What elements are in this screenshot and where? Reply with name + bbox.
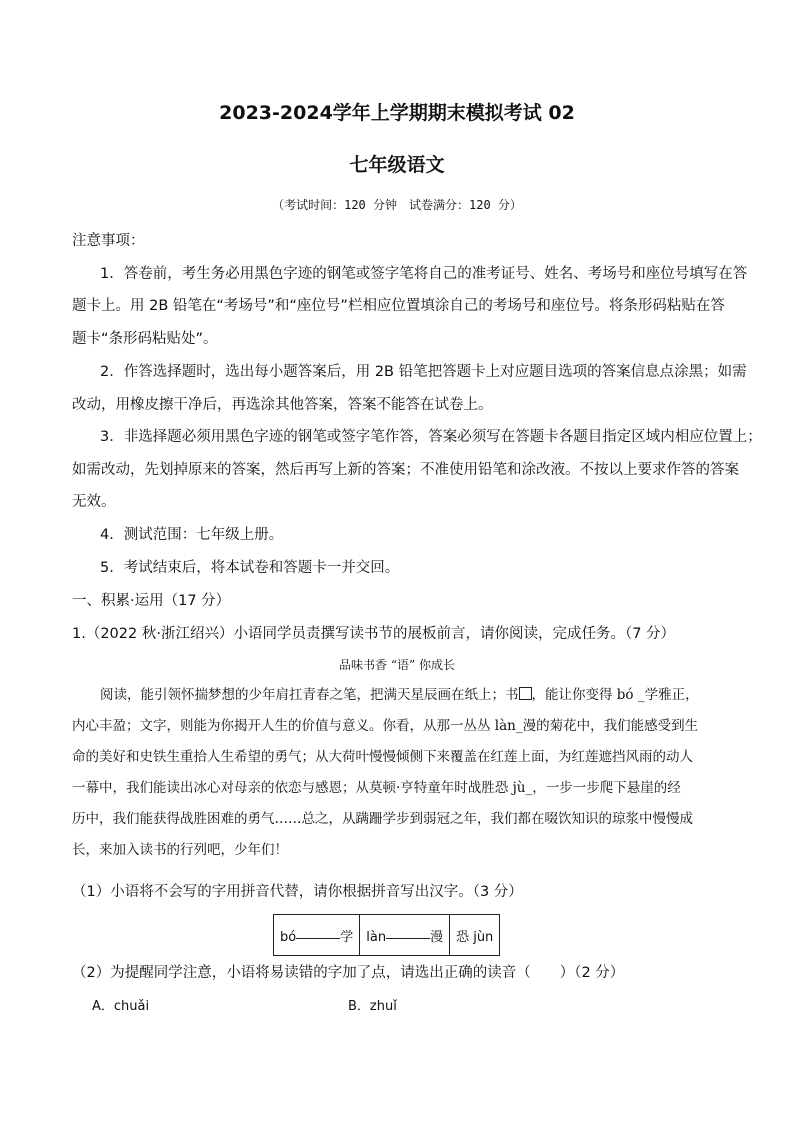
passage-line bbox=[100, 681, 699, 710]
notice-line: 2．作答选择题时，选出每小题答案后，用 2B 铅笔把答题卡上对应题目选项的答案信息点涂黑；如需 bbox=[100, 364, 747, 380]
passage-title: 品味书香 “语” 你成长 bbox=[339, 658, 455, 672]
notice-line: 如需改动，先划掉原来的答案，然后再写上新的答案；不准使用铅笔和涂改液。不按以上要求作答的答案 bbox=[72, 462, 739, 478]
notice-line: 改动，用橡皮擦干净后，再选涂其他答案，答案不能答在试卷上。 bbox=[72, 397, 493, 413]
passage-line: 一幕中，我们能读出冰心对母亲的依恋与感恩；从莫顿·亨特童年时战胜恐 jù_，一步一步爬下悬崖的经 bbox=[72, 780, 681, 796]
passage-segment: ，能让你变得 bó _学雅正， bbox=[531, 687, 699, 703]
question-1: 1.（2022 秋·浙江绍兴）小语同学员责撰写读书节的展板前言，请你阅读，完成任务。（7 分） bbox=[72, 626, 676, 642]
blank-box-icon bbox=[519, 687, 532, 700]
pinyin-cell[interactable] bbox=[450, 915, 500, 956]
passage-line: 命的美好和史铁生重拾人生希望的勇气；从大荷叶慢慢倾侧下来覆盖在红莲上面，为红莲遮挡风雨的动人 bbox=[72, 749, 693, 765]
option-b[interactable]: B．zhuǐ bbox=[348, 999, 397, 1014]
option-a[interactable]: A．chuǎi bbox=[92, 999, 150, 1014]
sub-question-2: （2）为提醒同学注意，小语将易读错的字加了点，请选出正确的读音（ ）（2 分） bbox=[72, 965, 625, 981]
passage-segment: 阅读，能引领怀揣梦想的少年肩扛青春之笔，把满天星辰画在纸上；书 bbox=[100, 687, 519, 703]
section-heading: 一、积累·运用（17 分） bbox=[72, 593, 231, 609]
exam-subtitle: 七年级语文 bbox=[349, 154, 445, 176]
notice-line: 题卡“条形码粘贴处”。 bbox=[72, 331, 218, 347]
sub-question-1: （1）小语将不会写的字用拼音代替，请你根据拼音写出汉字。（3 分） bbox=[72, 884, 523, 900]
passage-line: 内心丰盈；文字，则能为你揭开人生的价值与意义。你看，从那一丛丛 làn_漫的菊花中，我们能感受到生 bbox=[72, 718, 699, 734]
pinyin-table bbox=[273, 914, 500, 956]
notice-line: 3．非选择题必须用黑色字迹的钢笔或签字笔作答，答案必须写在答题卡各题目指定区域内相应位置上； bbox=[100, 429, 762, 445]
notice-line: 1．答卷前，考生务必用黑色字迹的钢笔或签字笔将自己的准考证号、姓名、考场号和座位号填写在答 bbox=[100, 266, 748, 282]
pinyin-cell[interactable] bbox=[360, 915, 450, 956]
answer-blank[interactable] bbox=[386, 937, 430, 939]
notice-line: 4．测试范围：七年级上册。 bbox=[100, 527, 284, 543]
pinyin-text: bó bbox=[280, 929, 297, 945]
notice-heading: 注意事项： bbox=[72, 233, 145, 249]
notice-line: 题卡上。用 2B 铅笔在“考场号”和“座位号”栏相应位置填涂自己的考场号和座位号。将条形码粘贴在答 bbox=[72, 298, 725, 314]
pinyin-text: làn bbox=[366, 929, 387, 945]
notice-line: 无效。 bbox=[72, 494, 116, 510]
exam-title: 2023-2024学年上学期期末模拟考试 02 bbox=[219, 102, 575, 124]
passage-line: 长，来加入读书的行列吧，少年们！ bbox=[72, 842, 288, 858]
answer-blank[interactable] bbox=[296, 937, 340, 939]
cell-char: 漫 bbox=[430, 929, 444, 945]
passage-line: 历中，我们能获得战胜困难的勇气……总之，从蹒跚学步到弱冠之年，我们都在啜饮知识的琼浆中慢慢成 bbox=[72, 811, 693, 827]
pinyin-text: 恐 jùn bbox=[456, 929, 494, 945]
pinyin-cell[interactable] bbox=[274, 915, 360, 956]
notice-line: 5．考试结束后，将本试卷和答题卡一并交回。 bbox=[100, 560, 400, 576]
exam-info: （考试时间：120 分钟 试卷满分：120 分） bbox=[272, 198, 522, 212]
cell-char: 学 bbox=[340, 929, 354, 945]
